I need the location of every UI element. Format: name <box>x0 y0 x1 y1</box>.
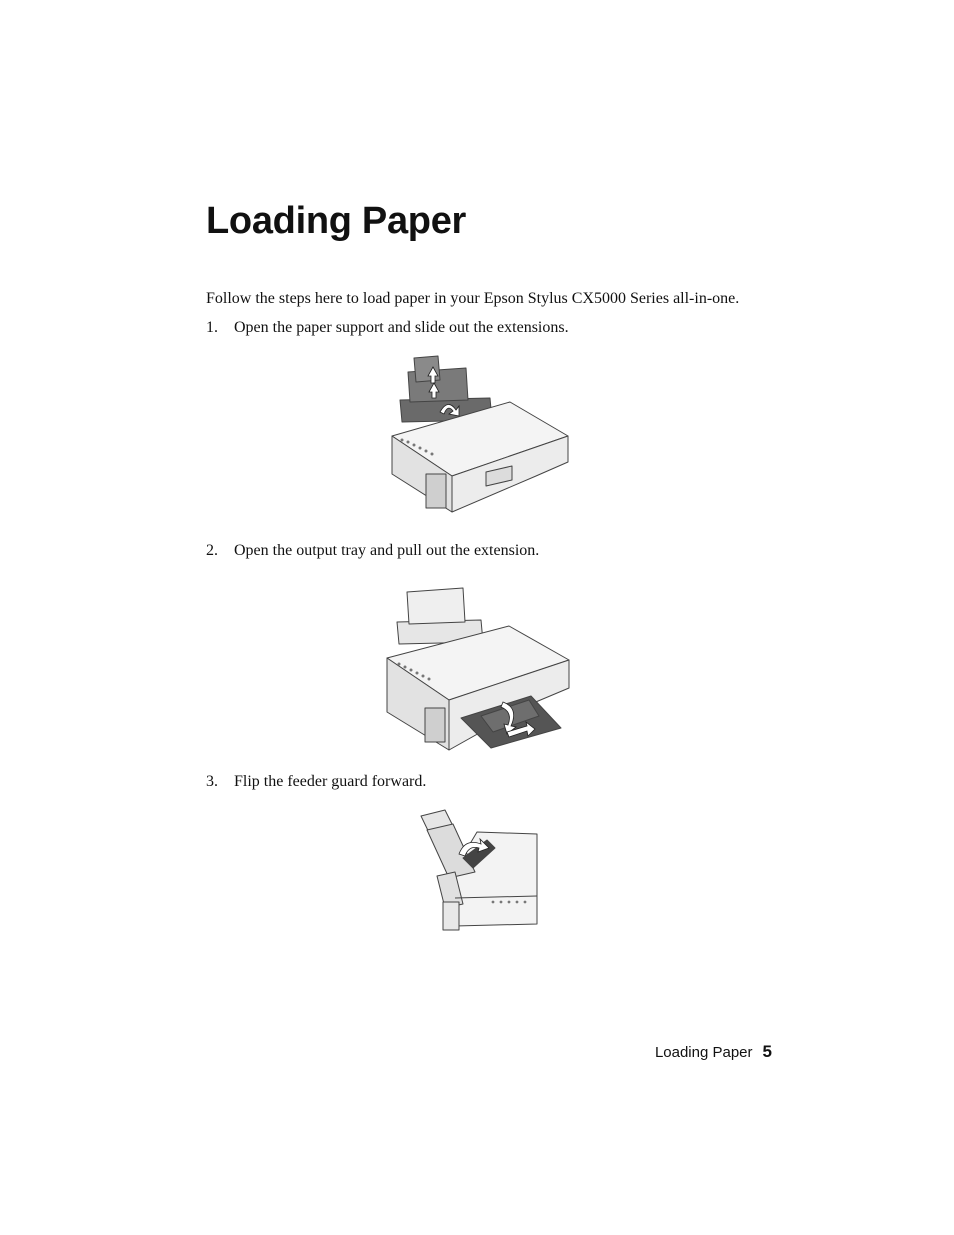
intro-paragraph: Follow the steps here to load paper in your Epson Stylus CX5000 Series all-in-one. <box>206 290 740 307</box>
feeder-guard-illustration <box>415 808 540 935</box>
printer-output-tray-illustration <box>381 580 571 755</box>
page-title: Loading Paper <box>206 200 467 242</box>
page-footer <box>560 1042 772 1062</box>
step-3 <box>206 773 426 791</box>
footer-section-title: Loading Paper <box>654 1044 753 1061</box>
step-3-number: 3. <box>206 773 218 790</box>
step-2 <box>206 542 539 560</box>
page-number: 5 <box>762 1042 772 1061</box>
step-1 <box>206 319 569 337</box>
step-1-text: Open the paper support and slide out the extensions. <box>234 319 569 336</box>
printer-paper-support-illustration <box>386 350 572 520</box>
step-1-number: 1. <box>206 319 218 336</box>
step-2-text: Open the output tray and pull out the extension. <box>234 542 540 559</box>
step-2-number: 2. <box>206 542 218 559</box>
step-3-text: Flip the feeder guard forward. <box>234 773 427 790</box>
